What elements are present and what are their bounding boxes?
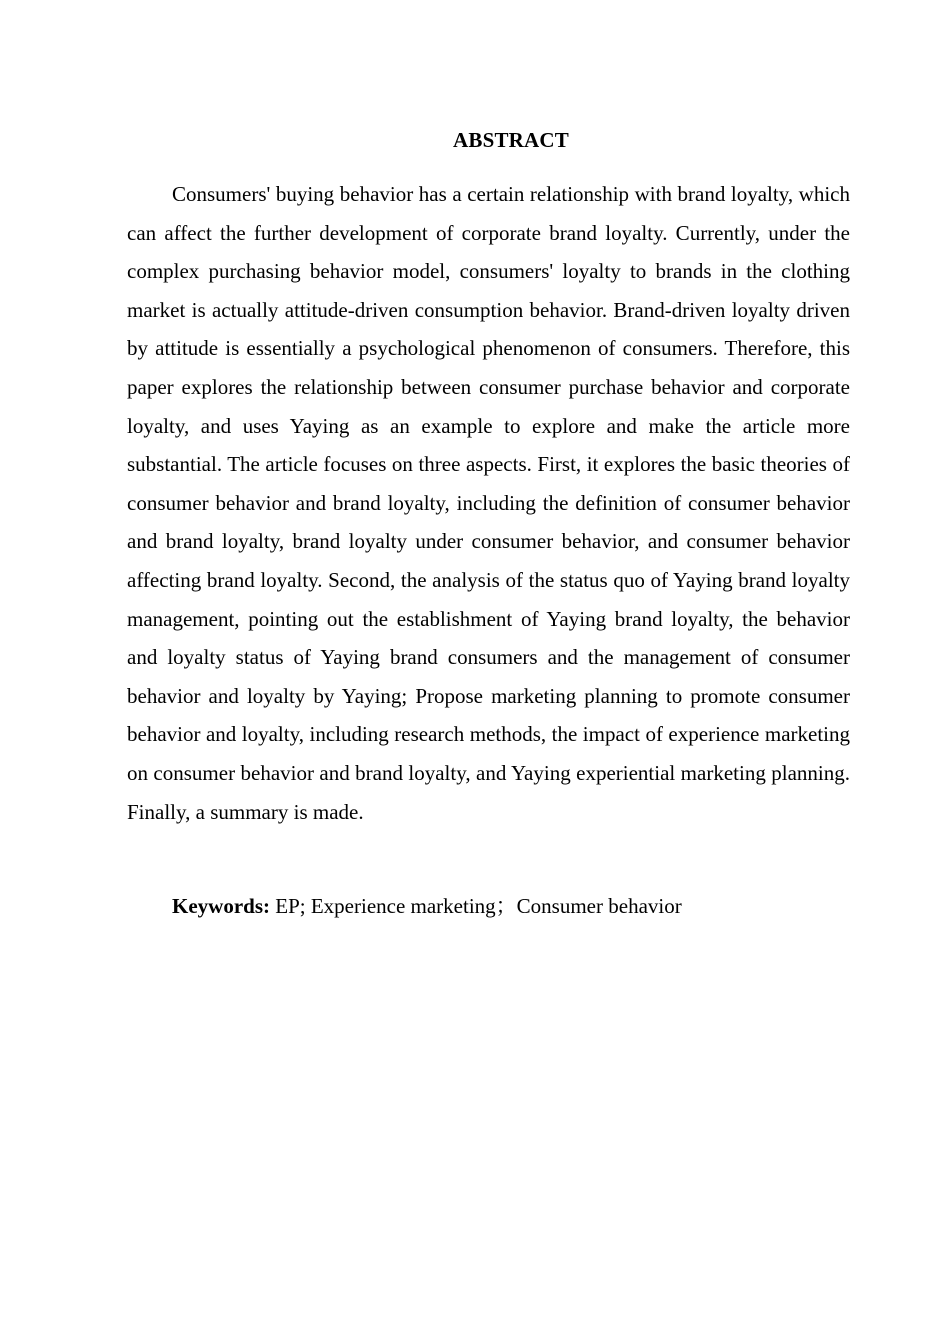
- abstract-paragraph: Consumers' buying behavior has a certain relationship with brand loyalty, which can affect the further development of corporate brand loyalty. Currently, under the complex purchasing behavior model, consumers' loyalty to brands in the clothing market is actually attitude-driven consumption behavior. Brand-driven loyalty driven by attitude is essentially a psychological phenomenon of consumers. Therefore, this paper explores the relationship between consumer purchase behavior and corporate loyalty, and uses Yaying as an example to explore and make the article more substantial. The article focuses on three aspects. First, it explores the basic theories of consumer behavior and brand loyalty, including the definition of consumer behavior and brand loyalty, brand loyalty under consumer behavior, and consumer behavior affecting brand loyalty. Second, the analysis of the status quo of Yaying brand loyalty management, pointing out the establishment of Yaying brand loyalty, the behavior and loyalty status of Yaying brand consumers and the management of consumer behavior and loyalty by Yaying; Propose marketing planning to promote consumer behavior and loyalty, including research methods, the impact of experience marketing on consumer behavior and brand loyalty, and Yaying experiential marketing planning. Finally, a summary is made.: [127, 182, 850, 824]
- keywords-label: Keywords:: [172, 894, 270, 918]
- keywords-text: EP; Experience marketing；Consumer behavior: [270, 894, 682, 918]
- abstract-title: ABSTRACT: [453, 128, 569, 152]
- keywords-line: [172, 891, 852, 921]
